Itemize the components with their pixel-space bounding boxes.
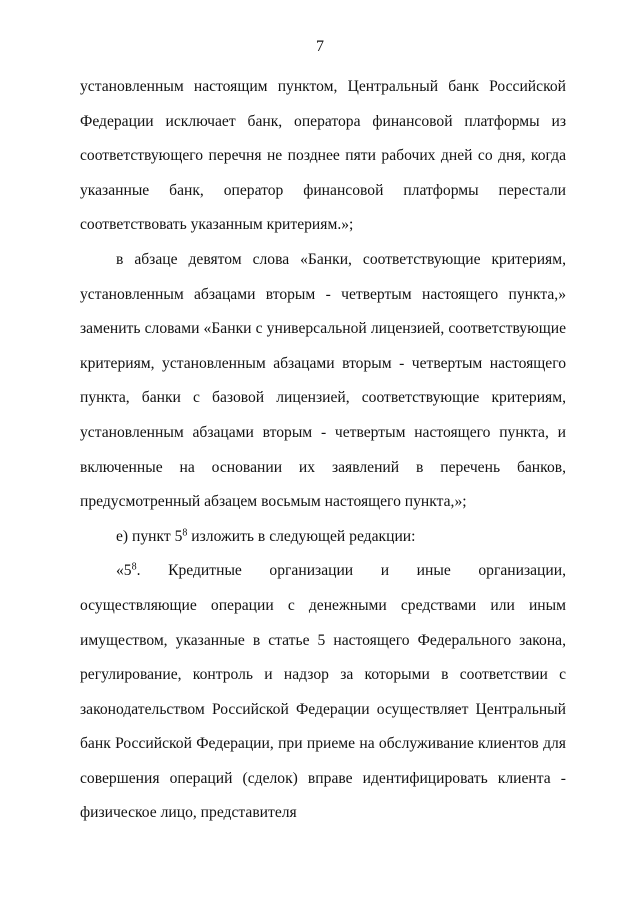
page-number: 7 [316, 38, 324, 55]
point-5-8-superscript: 8 [131, 561, 137, 573]
paragraph-item-e [80, 520, 566, 555]
paragraph-ninth-abzac-amendment: в абзаце девятом слова «Банки, соответствующие критериям, установленным абзацами вторым - четвертым настоящего пункта,» заменить словами «Банки с универсальной лицензией, соответствующие критериям, установленным абзацами вторым - четвертым настоящего пункта, банки с базовой лицензией, соответствующие критериям, установленным абзацами вторым - четвертым настоящего пункта, и включенные на основании их заявлений в перечень банков, предусмотренный абзацем восьмым настоящего пункта,»; [80, 250, 566, 511]
point-5-8-text-before: «5 [116, 562, 132, 580]
item-e-superscript: 8 [182, 527, 188, 539]
document-body [80, 70, 566, 831]
paragraph-criteria-exclusion: установленным настоящим пунктом, Центральный банк Российской Федерации исключает банк, оператора финансовой платформы из соответствующего перечня не позднее пяти рабочих дней со дня, когда указанные банк, оператор финансовой платформы перестали соответствовать указанным критериям.»; [80, 78, 566, 234]
item-e-text-after: изложить в следующей редакции: [187, 527, 416, 545]
point-5-8-text-after: . Кредитные организации и иные организации, осуществляющие операции с денежными средствами или иным имуществом, указанные в статье 5 настоящего Федерального закона, регулирование, контроль и надзор за которыми в соответствии с законодательством Российской Федерации осуществляет Центральный банк Российской Федерации, при приеме на обслуживание клиентов для совершения операций (сделок) вправе идентифицировать клиента - физическое лицо, представителя [80, 562, 566, 822]
item-e-text-before: е) пункт 5 [116, 527, 183, 545]
paragraph-point-5-8 [80, 554, 566, 831]
